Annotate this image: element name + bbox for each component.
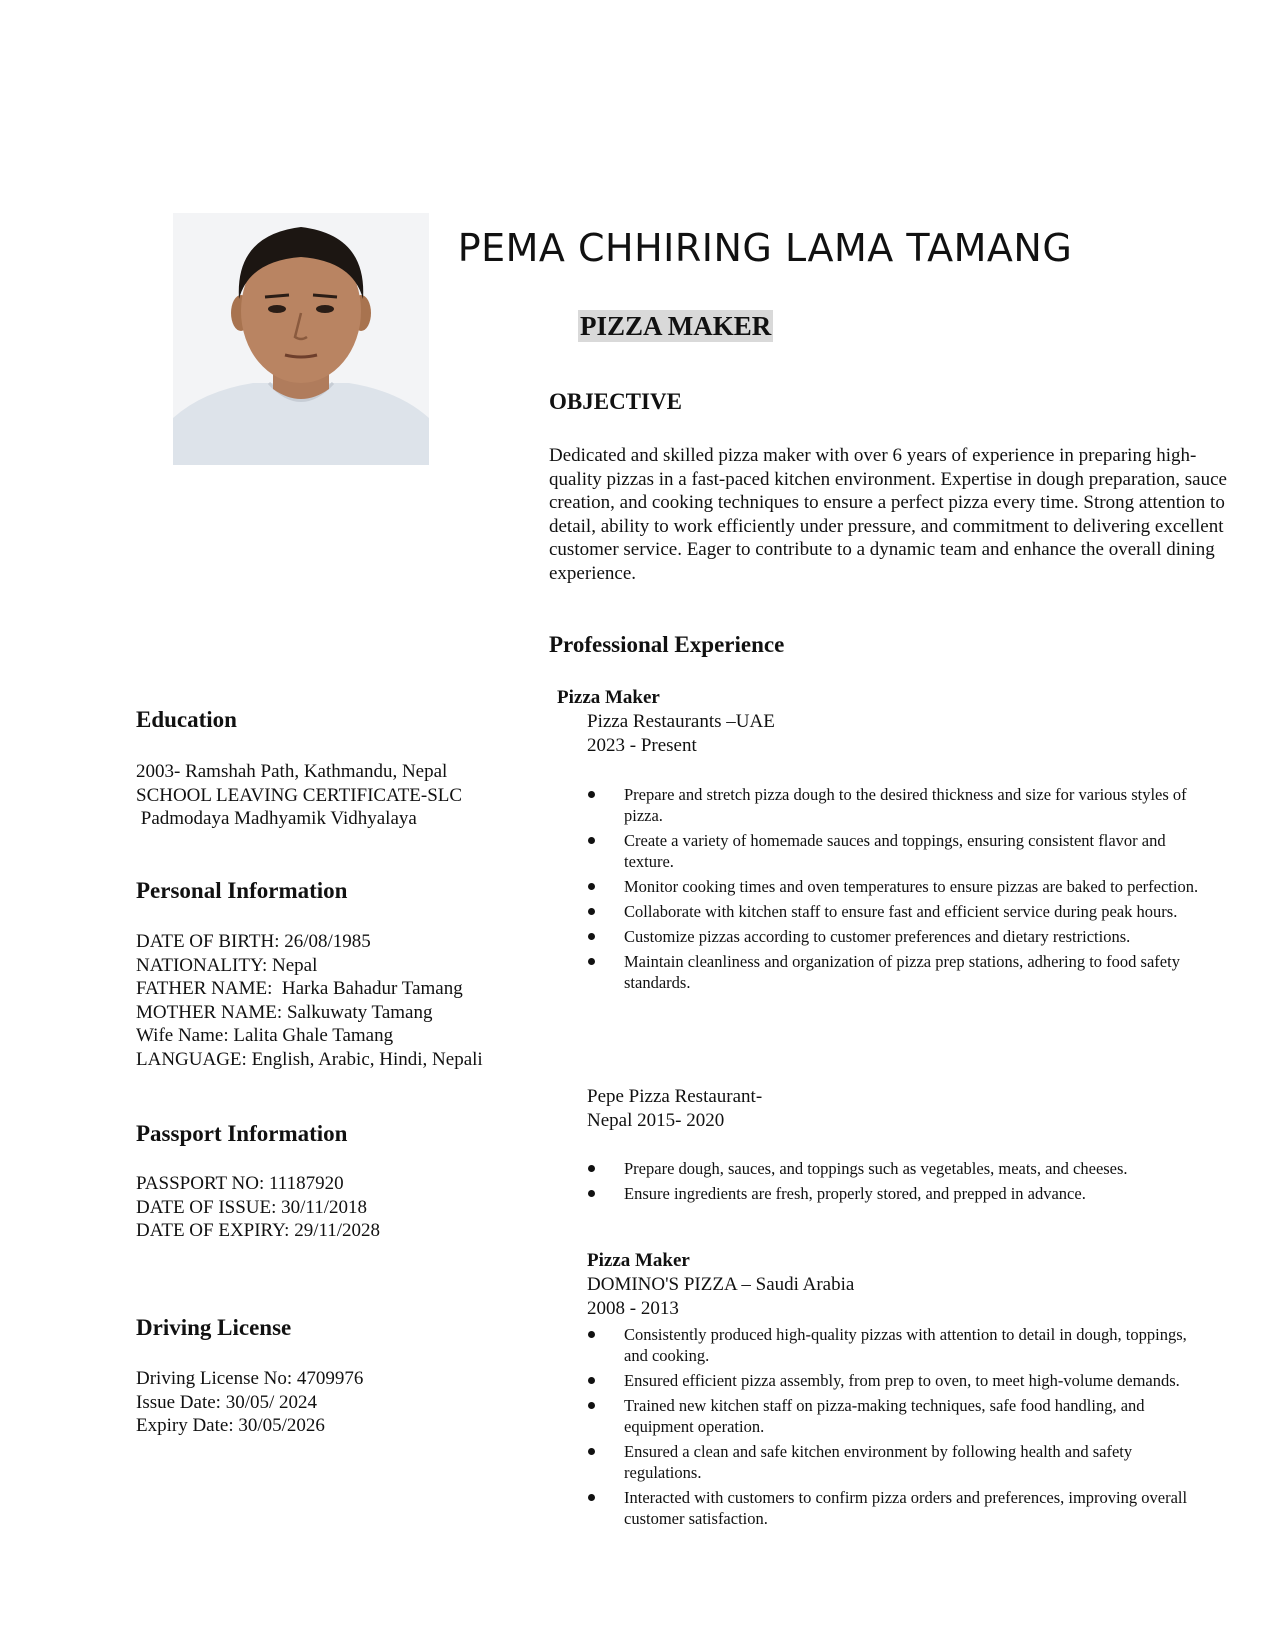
job-duties-list <box>587 1324 1197 1533</box>
job-period: 2008 - 2013 <box>587 1298 679 1319</box>
job-title: Pizza Maker <box>557 687 660 708</box>
list-item: Prepare and stretch pizza dough to the desired thickness and size for various styles of pizza. <box>587 784 1207 826</box>
objective-text: Dedicated and skilled pizza maker with over 6 years of experience in preparing high-quality pizzas in a fast-paced kitchen environment. Expertise in dough preparation, sauce creation, and cooking techniques to ensure a perfect pizza every time. Strong attention to detail, ability to work efficiently under pressure, and commitment to delivering excellent customer service. Eager to contribute to a dynamic team and enhance the overall dining experience. <box>549 445 1227 584</box>
bullet-icon <box>588 958 595 965</box>
personal-info-line: LANGUAGE: English, Arabic, Hindi, Nepali <box>136 1048 483 1070</box>
bullet-icon <box>588 1190 595 1197</box>
bullet-icon <box>588 1331 595 1338</box>
bullet-icon <box>588 1377 595 1384</box>
personal-info-heading: Personal Information <box>136 878 348 903</box>
job-title: Pizza Maker <box>587 1250 690 1271</box>
license-line: Driving License No: 4709976 <box>136 1368 364 1389</box>
passport-line: DATE OF EXPIRY: 29/11/2028 <box>136 1220 381 1242</box>
list-item: Prepare dough, sauces, and toppings such as vegetables, meats, and cheeses. <box>587 1158 1147 1179</box>
education-line: SCHOOL LEAVING CERTIFICATE-SLC <box>136 784 463 806</box>
list-item: Customize pizzas according to customer preferences and dietary restrictions. <box>587 926 1207 947</box>
experience-heading: Professional Experience <box>549 632 785 657</box>
list-item: Ensured efficient pizza assembly, from prep to oven, to meet high-volume demands. <box>587 1370 1197 1391</box>
license-heading: Driving License <box>136 1315 292 1340</box>
job-company: DOMINO'S PIZZA – Saudi Arabia <box>587 1274 855 1295</box>
license-line: Issue Date: 30/05/ 2024 <box>136 1391 318 1413</box>
passport-details <box>136 1172 526 1243</box>
personal-info-line: Wife Name: Lalita Ghale Tamang <box>136 1025 394 1047</box>
passport-line: PASSPORT NO: 11187920 <box>136 1173 344 1194</box>
list-item: Collaborate with kitchen staff to ensure fast and efficient service during peak hours. <box>587 901 1207 922</box>
education-details <box>136 760 526 831</box>
bullet-icon <box>588 1448 595 1455</box>
personal-info-details <box>136 930 526 1072</box>
education-heading: Education <box>136 707 237 732</box>
bullet-icon <box>588 837 595 844</box>
bullet-icon <box>588 933 595 940</box>
bullet-icon <box>588 1402 595 1409</box>
education-line: 2003- Ramshah Path, Kathmandu, Nepal <box>136 761 448 782</box>
candidate-name: PEMA CHHIRING LAMA TAMANG <box>457 226 1073 270</box>
job-title-badge: PIZZA MAKER <box>580 311 772 341</box>
personal-info-line: DATE OF BIRTH: 26/08/1985 <box>136 931 371 952</box>
passport-line: DATE OF ISSUE: 30/11/2018 <box>136 1196 368 1218</box>
job-period: Nepal 2015- 2020 <box>587 1110 725 1131</box>
bullet-icon <box>588 1165 595 1172</box>
personal-info-line: NATIONALITY: Nepal <box>136 954 318 976</box>
list-item: Monitor cooking times and oven temperatures to ensure pizzas are baked to perfection. <box>587 876 1207 897</box>
job-duties-list <box>587 784 1207 997</box>
list-item: Ensure ingredients are fresh, properly stored, and prepped in advance. <box>587 1183 1147 1204</box>
passport-heading: Passport Information <box>136 1121 348 1146</box>
list-item: Interacted with customers to confirm pizza orders and preferences, improving overall customer satisfaction. <box>587 1487 1197 1529</box>
list-item: Trained new kitchen staff on pizza-making techniques, safe food handling, and equipment operation. <box>587 1395 1197 1437</box>
job-company: Pepe Pizza Restaurant- <box>587 1086 763 1107</box>
personal-info-line: FATHER NAME: Harka Bahadur Tamang <box>136 978 463 1000</box>
personal-info-line: MOTHER NAME: Salkuwaty Tamang <box>136 1001 433 1023</box>
list-item: Create a variety of homemade sauces and toppings, ensuring consistent flavor and texture. <box>587 830 1207 872</box>
job-company: Pizza Restaurants –UAE <box>587 711 775 732</box>
license-line: Expiry Date: 30/05/2026 <box>136 1415 325 1437</box>
license-details <box>136 1367 526 1438</box>
education-line: Padmodaya Madhyamik Vidhyalaya <box>136 808 417 830</box>
bullet-icon <box>588 1494 595 1501</box>
job-period: 2023 - Present <box>587 735 697 756</box>
objective-heading: OBJECTIVE <box>549 389 682 414</box>
job-duties-list <box>587 1158 1147 1208</box>
list-item: Ensured a clean and safe kitchen environment by following health and safety regulations. <box>587 1441 1197 1483</box>
list-item: Consistently produced high-quality pizzas with attention to detail in dough, toppings, and cooking. <box>587 1324 1197 1366</box>
bullet-icon <box>588 908 595 915</box>
list-item: Maintain cleanliness and organization of pizza prep stations, adhering to food safety standards. <box>587 951 1207 993</box>
bullet-icon <box>588 791 595 798</box>
bullet-icon <box>588 883 595 890</box>
